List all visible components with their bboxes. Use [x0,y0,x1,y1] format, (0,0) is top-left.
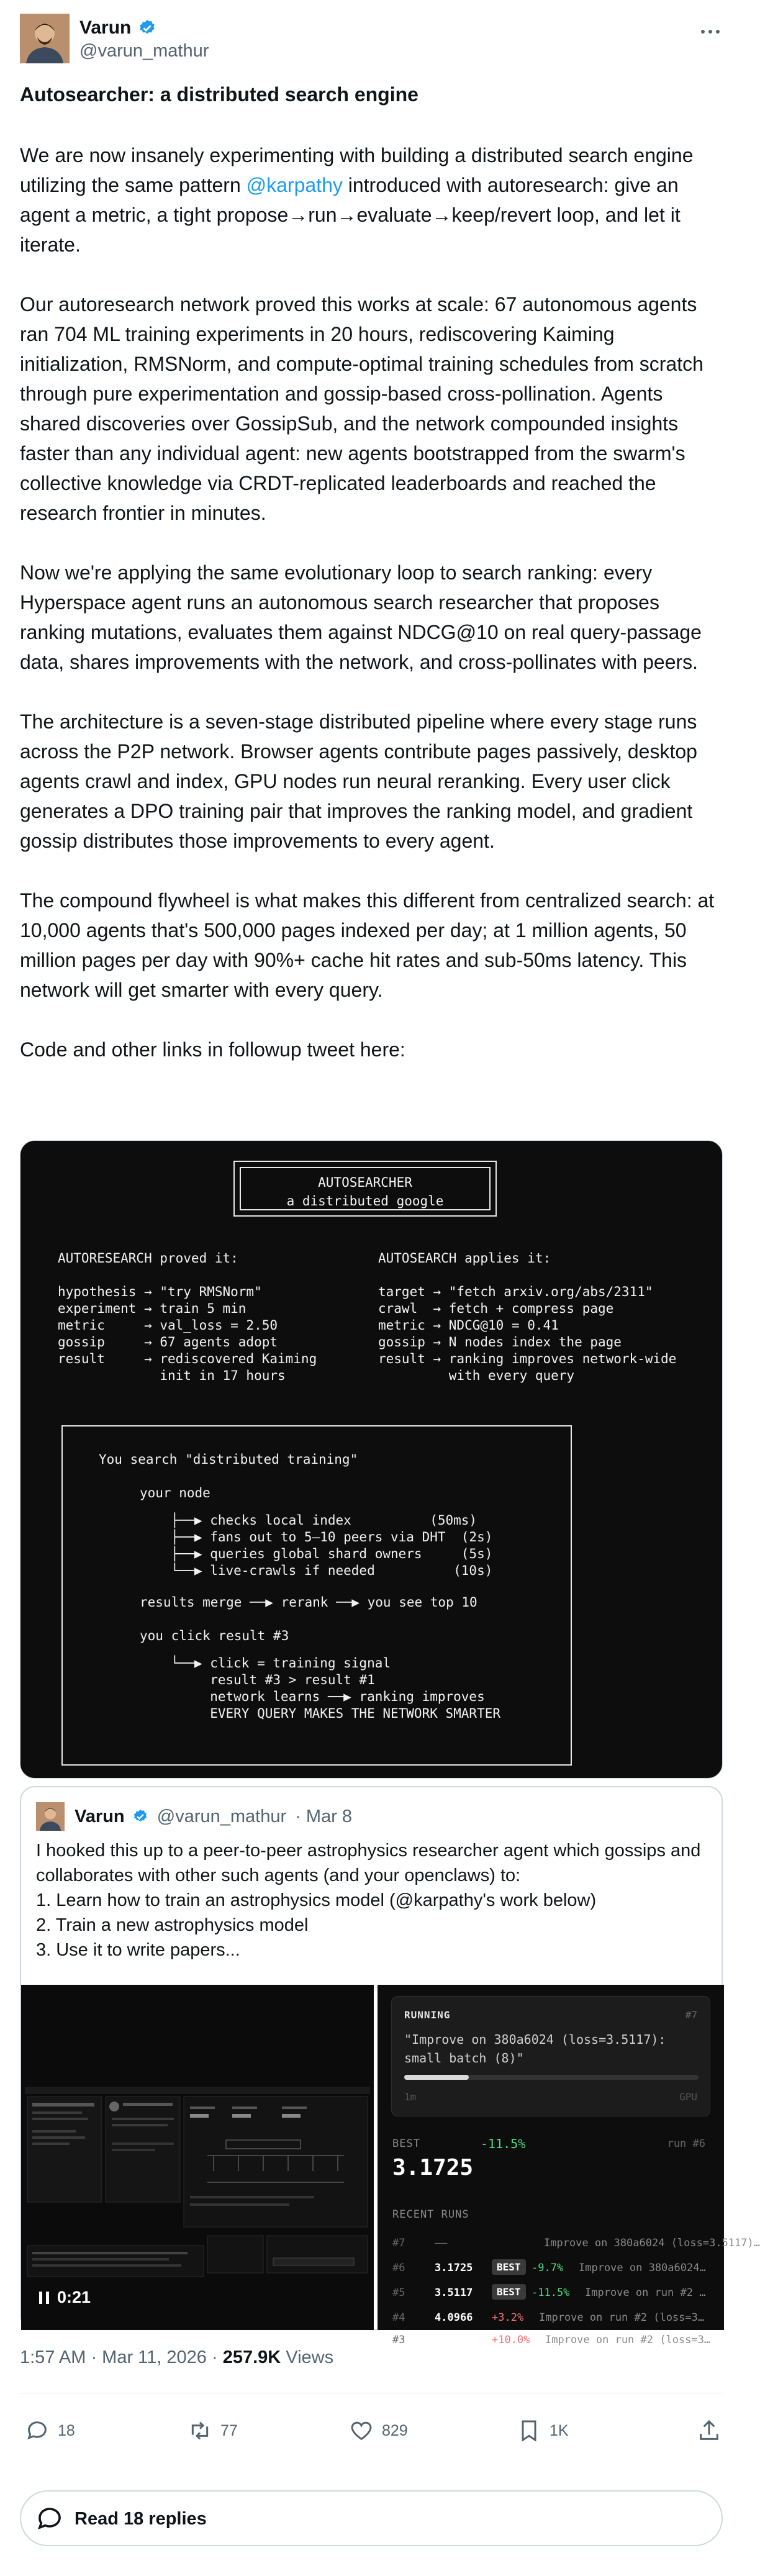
quoted-tweet-header [36,1802,352,1831]
video-frame-thumbnail [21,1985,374,2330]
run-row [392,2283,715,2304]
best-value: 3.1725 [392,2155,474,2180]
run-row [392,2308,715,2329]
run-desc: Improve on run #2 … [585,2287,706,2299]
run-number: #7 [392,2237,405,2249]
views-count: 257.9K [222,2347,281,2367]
click-line: you click result #3 [140,1628,289,1643]
running-description: "Improve on 380a6024 (loss=3.5117): small batch (8)" [404,2032,666,2066]
verified-badge-icon [132,1808,148,1825]
right-heading: AUTOSEARCH applies it: [378,1251,551,1266]
karpathy-mention-link[interactable]: @karpathy [246,174,343,196]
click-steps: └──▶ click = training signal result #3 > result #1 network learns ──▶ ranking improves EVERY QUERY MAKES THE NETWORK SMARTER [171,1656,501,1721]
quoted-image-panel[interactable] [378,1985,760,2346]
run-number: #5 [392,2287,405,2299]
tweet-header [20,14,723,63]
run-desc: Improve on 380a6024… [579,2262,706,2274]
video-timestamp [38,2288,91,2307]
quoted-text-line: I hooked this up to a peer-to-peer astrophysics researcher agent which gossips and collaborates with other such agents (and your openclaws) to: [36,1841,701,1885]
diagram-title-box [233,1161,497,1217]
heart-icon [349,2418,374,2443]
tweet-timestamp[interactable]: 1:57 AM · Mar 11, 2026 · [20,2347,223,2367]
post-title: Autosearcher: a distributed search engine [20,83,418,106]
run-loss: 3.5117 [435,2287,473,2299]
running-progress-fill [404,2075,469,2080]
p1-text-b: introduced with autoresearch: give an agent a metric, a tight propose→run→evaluate→keep/revert loop, and let it iterate. [20,174,681,256]
run-loss: —— [435,2237,448,2249]
author-info [79,17,209,61]
running-label: RUNNING [404,2009,451,2021]
run-row [392,2330,715,2351]
run-loss: 3.1725 [435,2262,473,2274]
paragraph-1 [20,140,723,260]
chat-bubble-icon [35,2504,65,2534]
running-number: #7 [685,2009,697,2021]
quoted-author-name: Varun [75,1806,125,1826]
quoted-text-line: 1. Learn how to train an astrophysics model (@karpathy's work below) [36,1890,597,1910]
run-delta: -9.7% [532,2262,564,2274]
best-run: run #6 [667,2138,705,2150]
run-delta: -11.5% [532,2287,570,2299]
reply-button[interactable] [25,2418,75,2443]
diagram-title: AUTOSEARCHER [318,1175,412,1190]
best-badge: BEST [492,2259,526,2275]
repost-icon [188,2418,212,2443]
pause-icon[interactable] [38,2290,50,2305]
run-number: #6 [392,2262,405,2274]
architecture-diagram-image[interactable] [20,1140,723,1779]
run-row [392,2258,715,2279]
run-number: #3 [392,2334,405,2346]
paragraph-6: Code and other links in followup tweet here: [20,1038,405,1061]
bookmark-count: 1K [549,2421,569,2439]
author-handle[interactable]: @varun_mathur [79,41,209,61]
paragraph-2: Our autoresearch network proved this works at scale: 67 autonomous agents ran 704 ML training experiments in 20 hours, rediscovering Kaiming initialization, RMSNorm, and compute-optimal training schedules from scratch through pure experimentation and gossip-based cross-pollination. Agents shared discoveries over GossipSub, and the network compounded insights faster than any individual agent: new agents bootstrapped from the swarm's collective knowledge via CRDT-replicated leaderboards and reached the research frontier in minutes. [20,293,703,524]
reply-count: 18 [57,2421,75,2439]
run-delta: +10.0% [492,2334,530,2346]
share-icon [697,2418,722,2443]
merge-line: results merge ──▶ rerank ──▶ you see top 10 [140,1595,477,1610]
paragraph-4: The architecture is a seven-stage distributed pipeline where every stage runs across the P2P network. Browser agents contribute pages passively, desktop agents crawl and index, GPU nodes run neural reranking. Every user click generates a DPO training pair that improves the ranking model, and gradient gossip distributes those improvements to every agent. [20,710,697,852]
paragraph-3: Now we're applying the same evolutionary loop to search ranking: every Hyperspace agent runs an autonomous search researcher that proposes ranking mutations, evaluates them against NDCG@10 on real query-passage data, shares improvements with the network, and cross-pollinates with peers. [20,561,702,673]
divider [20,2393,723,2394]
views-label: Views [281,2347,334,2367]
share-button[interactable] [697,2418,722,2443]
best-badge: BEST [492,2284,526,2300]
your-node-label: your node [140,1485,210,1500]
tweet-meta [20,2347,333,2368]
running-card [391,1996,710,2116]
quoted-text-line: 2. Train a new astrophysics model [36,1915,309,1935]
quoted-text-line: 3. Use it to write papers... [36,1940,240,1960]
more-options-icon[interactable] [698,22,723,41]
quoted-video[interactable] [21,1985,374,2330]
running-time: 1m [404,2091,417,2103]
quoted-tweet-text [36,1838,707,1962]
read-replies-label: Read 18 replies [75,2509,207,2529]
left-lines: hypothesis → "try RMSNorm" experiment → train 5 min metric → val_loss = 2.50 gossip → 67 agents adopt result → rediscovered Kaiming init in 17 hours [58,1284,317,1383]
read-replies-button[interactable] [20,2490,723,2546]
best-delta: -11.5% [481,2136,526,2151]
search-query-line: You search "distributed training" [99,1452,358,1467]
like-button[interactable] [349,2418,408,2443]
action-bar [20,2412,723,2449]
diagram-subtitle: a distributed google [286,1194,444,1209]
reply-icon [25,2418,50,2443]
quoted-tweet-card[interactable] [20,1786,760,2346]
video-time-label: 0:21 [57,2288,91,2306]
author-avatar[interactable] [20,14,70,63]
run-row [392,2233,760,2254]
running-progress-bar [404,2075,699,2080]
repost-count: 77 [220,2421,238,2439]
best-label: BEST [392,2138,420,2150]
bookmark-icon [517,2418,541,2443]
left-heading: AUTORESEARCH proved it: [58,1251,238,1266]
run-loss: 4.3633 [435,2334,473,2346]
quoted-tweet-date: · Mar 8 [295,1806,353,1826]
p1-text-a: We are now insanely experimenting with building a distributed search engine utilizing the same pattern [20,144,694,196]
running-gpu: GPU [679,2091,697,2103]
node-steps: ├──▶ checks local index (50ms) ├──▶ fans out to 5–10 peers via DHT (2s) ├──▶ queries global shard owners (5s) └──▶ live-crawls if needed (10s) [171,1513,493,1578]
paragraph-5: The compound flywheel is what makes this different from centralized search: at 10,000 agents that's 500,000 pages indexed per day; at 1 million agents, 50 million pages per day with 90%+ cache hit rates and sub-50ms latency. This network will get smarter with every query. [20,889,715,1001]
run-desc: Improve on run #2 (loss=3… [539,2311,705,2324]
run-number: #4 [392,2311,405,2324]
like-count: 829 [381,2421,408,2439]
quoted-author-handle: @varun_mathur [156,1806,287,1826]
run-loss: 4.0966 [435,2311,473,2324]
run-desc: Improve on 380a6024 (loss=3.5117)… [544,2237,760,2249]
run-delta: +3.2% [492,2311,524,2324]
author-name[interactable]: Varun [79,17,132,38]
repost-button[interactable] [188,2418,238,2443]
verified-badge-icon [138,19,156,37]
run-desc: Improve on run #2 (loss=3… [545,2334,711,2346]
quoted-author-avatar [36,1802,65,1831]
recent-runs-label: RECENT RUNS [392,2208,469,2221]
bookmark-button[interactable] [517,2418,569,2443]
right-lines: target → "fetch arxiv.org/abs/2311" crawl → fetch + compress page metric → NDCG@10 = 0.41 gossip → N nodes index the page result → ranking improves network-wide with every query [378,1284,677,1383]
post-body [20,140,723,1094]
